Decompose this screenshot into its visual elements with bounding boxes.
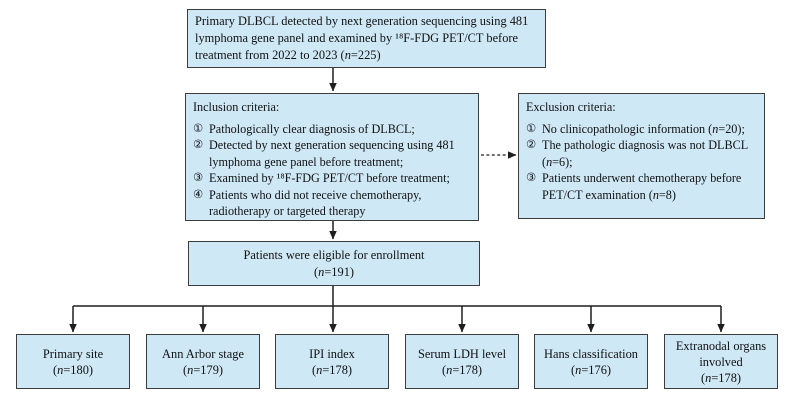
outcome-box-serum-ldh-level [405, 334, 519, 389]
outcome-label: Hans classification [544, 346, 638, 361]
circled-2-icon: ② [193, 138, 204, 151]
outcome-box-extranodal-organs [664, 334, 778, 389]
circled-2-icon: ② [526, 138, 537, 151]
exclusion-item-text: The pathologic diagnosis was not DLBCL (n=6); [542, 138, 748, 169]
exclusion-item [526, 137, 761, 170]
circled-3-icon: ③ [526, 171, 537, 184]
outcome-count: (n=180) [52, 362, 94, 377]
exclusion-item [526, 121, 761, 138]
enrollment-text: Patients were eligible for enrollment [243, 247, 425, 262]
inclusion-item-text: Patients who did not receive chemotherapy, radiotherapy or targeted therapy [209, 187, 422, 218]
study-population-box: Primary DLBCL detected by next generation sequencing using 481 lymphoma gene panel and examined by ¹⁸F-FDG PET/CT before treatment from 2022 to 2023 (n=225) [187, 9, 546, 68]
exclusion-item-text: No clinicopathologic information (n=20); [542, 121, 745, 136]
inclusion-item [193, 121, 475, 138]
inclusion-item-text: Pathologically clear diagnosis of DLBCL; [209, 121, 415, 136]
outcome-count: (n=178) [700, 370, 742, 385]
exclusion-item-text: Patients underwent chemotherapy before PET/CT examination (n=8) [542, 171, 742, 202]
inclusion-item-text: Examined by ¹⁸F-FDG PET/CT before treatment; [209, 171, 450, 185]
inclusion-item [193, 170, 475, 187]
outcome-label: IPI index [309, 346, 355, 361]
circled-1-icon: ① [193, 121, 204, 135]
inclusion-item-text: Detected by next generation sequencing using 481 lymphoma gene panel before treatment; [209, 138, 455, 169]
outcome-count: (n=178) [311, 362, 353, 377]
inclusion-item [193, 137, 475, 170]
circled-1-icon: ① [526, 121, 537, 135]
outcome-box-ipi-index [275, 334, 389, 389]
outcome-count: (n=179) [182, 362, 224, 377]
enrollment-box [188, 241, 480, 286]
outcome-label: Primary site [42, 346, 104, 361]
outcome-count: (n=178) [441, 362, 483, 377]
outcome-box-primary-site [16, 334, 130, 389]
outcome-box-ann-arbor-stage [146, 334, 260, 389]
branch-line [73, 286, 721, 306]
exclusion-item [526, 170, 761, 203]
enrollment-count: (n=191) [313, 264, 355, 279]
circled-4-icon: ④ [193, 187, 204, 201]
inclusion-criteria-box [185, 93, 479, 221]
exclusion-criteria-title: Exclusion criteria: [526, 100, 616, 114]
exclusion-criteria-box [518, 93, 765, 219]
inclusion-item [193, 187, 475, 220]
outcome-count: (n=176) [570, 362, 612, 377]
outcome-label: Ann Arbor stage [162, 346, 244, 361]
outcome-label: Serum LDH level [417, 346, 507, 361]
circled-3-icon: ③ [193, 171, 204, 184]
outcome-label: Extranodal organs involved [675, 338, 767, 369]
inclusion-criteria-title: Inclusion criteria: [193, 100, 280, 114]
outcome-box-hans-classification [534, 334, 648, 389]
